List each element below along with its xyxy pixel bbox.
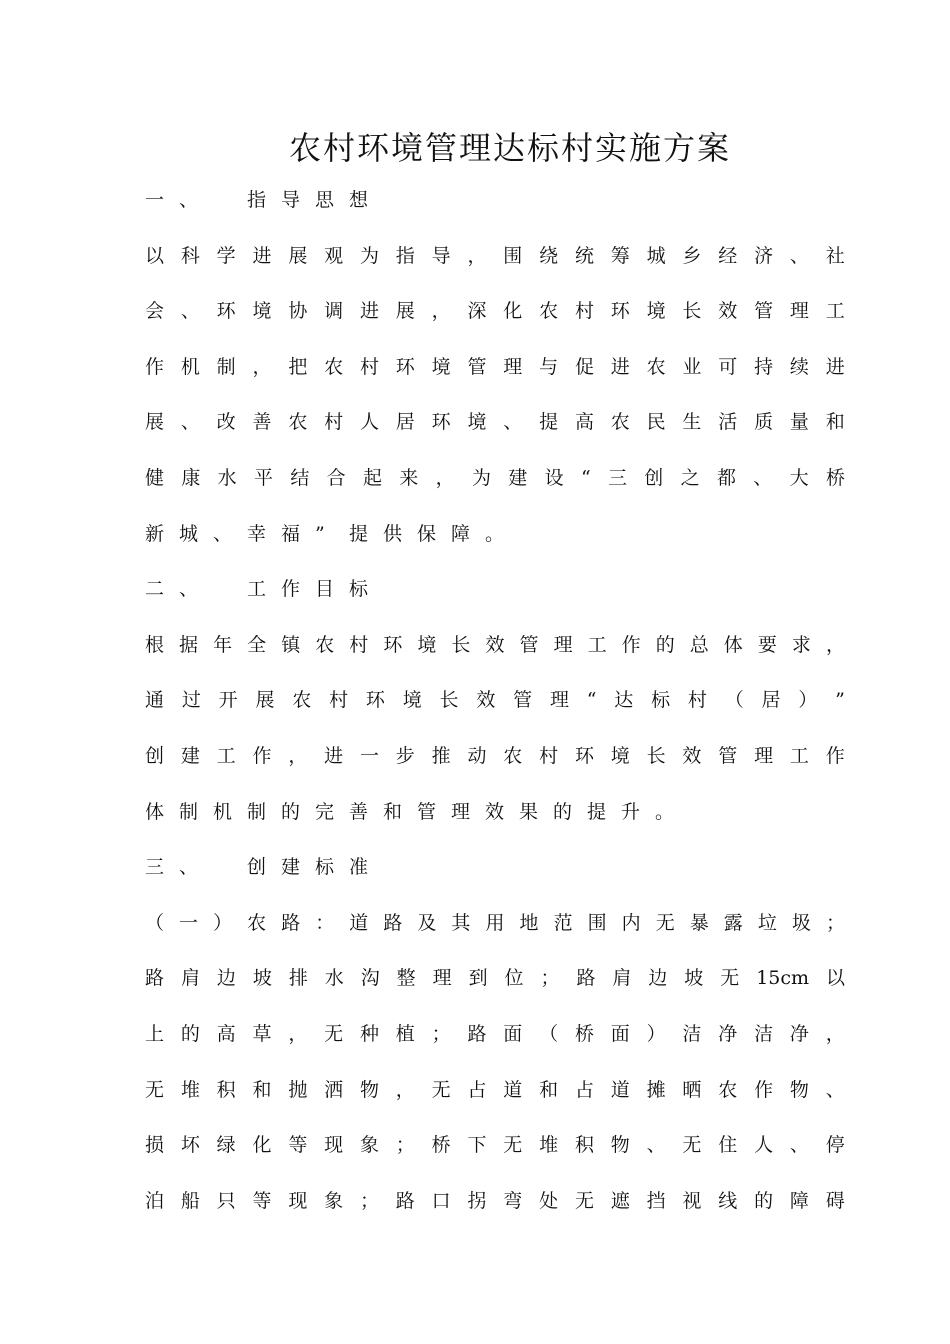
text-line: 以 科 学 进 展 观 为 指 导 ， 围 绕 统 筹 城 乡 经 济 、 社 xyxy=(145,244,845,267)
text-line: 通 过 开 展 农 村 环 境 长 效 管 理 “ 达 标 村 （ 居 ） ” xyxy=(145,689,845,712)
text-line: 健 康 水 平 结 合 起 来 ， 为 建 设 “ 三 创 之 都 、 大 桥 xyxy=(145,467,845,489)
text-line: 一 、 指 导 思 想 xyxy=(145,189,369,211)
text-line: 新 城 、 幸 福 ” 提 供 保 障 。 xyxy=(145,522,505,545)
text-line: 展 、 改 善 农 村 人 居 环 境 、 提 高 农 民 生 活 质 量 和 xyxy=(145,411,845,434)
text-line: 体 制 机 制 的 完 善 和 管 理 效 果 的 提 升 。 xyxy=(145,800,675,823)
text-line: 泊 船 只 等 现 象 ； 路 口 拐 弯 处 无 遮 挡 视 线 的 障 碍 xyxy=(145,1189,845,1212)
text-line: 无 堆 积 和 抛 洒 物 ， 无 占 道 和 占 道 摊 晒 农 作 物 、 xyxy=(145,1078,845,1101)
text-line: 根 据 年 全 镇 农 村 环 境 长 效 管 理 工 作 的 总 体 要 求 ， xyxy=(145,633,845,656)
text-line: 三 、 创 建 标 准 xyxy=(145,856,369,879)
text-line: 二 、 工 作 目 标 xyxy=(145,578,369,601)
text-line: 上 的 高 草 ， 无 种 植 ； 路 面 （ 桥 面 ） 洁 净 洁 净 ， xyxy=(145,1023,845,1045)
text-line: 路 肩 边 坡 排 水 沟 整 理 到 位 ； 路 肩 边 坡 无 15cm 以 xyxy=(145,967,845,990)
document-title: 农村环境管理达标村实施方案 xyxy=(288,129,731,167)
text-line: （ 一 ） 农 路 ： 道 路 及 其 用 地 范 围 内 无 暴 露 垃 圾 ； xyxy=(145,911,845,934)
text-line: 创 建 工 作 ， 进 一 步 推 动 农 村 环 境 长 效 管 理 工 作 xyxy=(145,745,845,767)
text-line: 会 、 环 境 协 调 进 展 ， 深 化 农 村 环 境 长 效 管 理 工 xyxy=(145,300,845,323)
text-line: 作 机 制 ， 把 农 村 环 境 管 理 与 促 进 农 业 可 持 续 进 xyxy=(145,355,845,378)
text-line: 损 坏 绿 化 等 现 象 ； 桥 下 无 堆 积 物 、 无 住 人 、 停 xyxy=(145,1134,845,1157)
